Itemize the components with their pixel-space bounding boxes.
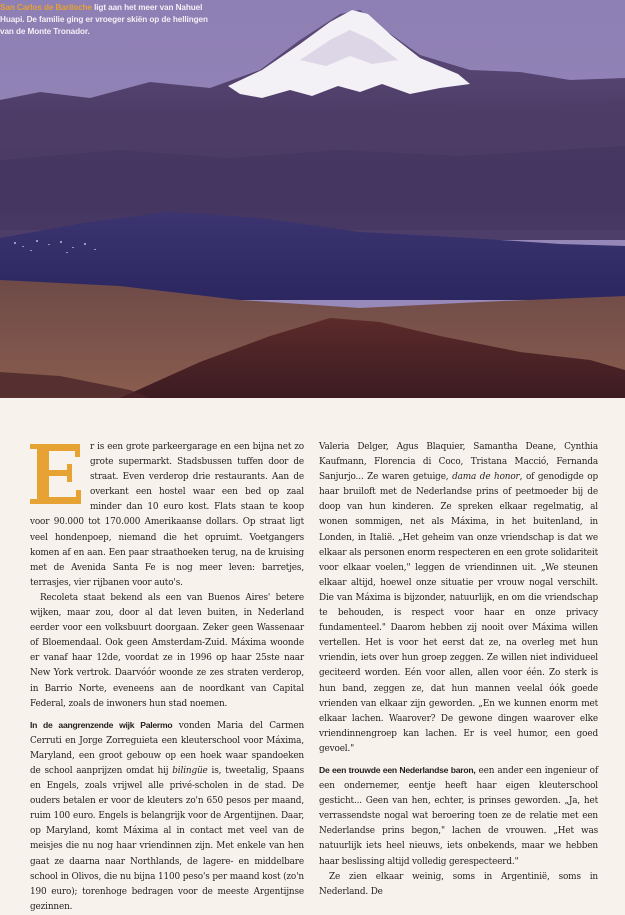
photo-caption bbox=[0, 2, 220, 38]
paragraph: In de aangrenzende wijk Palermo vonden Maria del Carmen Cerruti en Jorge Zorreguieta een kleuterschool voor Máxima, Maryland, een groot gebouw op een hoek waar spandoeken de school aanprijzen omdat hij bilingüe is, tweetalig, Spaans en Engels, zoals vrijwel alle privé-scholen in de stad. De ouders betalen er voor de kleuters zo'n 650 pesos per maand, ruim 100 euro. Engels is belangrijk voor de Argentijnen. Daar, op Maryland, komt Máxima al in contact met veel van de meisjes die nu nog haar vriendinnen zijn. Met enkele van hen gaat ze daarna naar Northlands, de lagere- en middelbare school in Olivos, die nu bijna 1100 peso's per maand kost (zo'n 190 euro); torenhoge bedragen voor de meeste Argentijnse gezinnen. bbox=[30, 719, 305, 912]
paragraph bbox=[30, 440, 304, 591]
hero-photo-monte-tronador bbox=[0, 0, 625, 398]
caption-lead: San Carlos de Bariloche bbox=[0, 3, 92, 12]
paragraph: Ze zien elkaar weinig, soms in Argentinië, soms in Nederland. De bbox=[319, 871, 598, 897]
paragraph: Recoleta staat bekend als een van Buenos Aires' betere wijken, maar zou, door al dat leven buiten, in Nederland eerder voor een volksbuurt doorgaan. Zeker geen Wassenaar of Bloemendaal. Ook geen Amsterdam-Zuid. Máxima woonde er vanaf haar 12de, voordat ze in 1996 op haar 25ste naar New York vertrok. Daarvóór woonde ze zes straten verderop, in Barrio Norte, eveneens aan de noordkant van Capital Federal, zoals de inwoners hun stad noemen. bbox=[30, 592, 304, 709]
article-column-right bbox=[319, 440, 598, 900]
caption-text: ligt aan het meer van Nahuel Huapi. De familie ging er vroeger skiën op de hellingen van de Monte Tronador. bbox=[0, 3, 208, 36]
subheading: In de aangrenzende wijk Palermo bbox=[30, 719, 173, 730]
paragraph: Valeria Delger, Agus Blaquier, Samantha Deane, Cynthia Kaufmann, Florencia di Coco, Tristana Macció, Fernanda Sanjurjo... Ze waren getuige, dama de honor, of genodigde op haar bruiloft met de Nederlandse prins of peetmoeder bij de doop van hun kinderen. Ze spreken elkaar regelmatig, al wonen sommigen, net als Máxima, in het buitenland, in Londen, in Italië. „Het geheim van onze vriendschap is dat we elkaar als personen enorm respecteren en een grote solidariteit voor elkaar voelen," leggen de vriendinnen uit. „We steunen elkaar altijd, hoewel onze situatie per vrouw nogal verschilt. Die van Máxima is bijzonder, natuurlijk, en om die vriendschap te behouden, is respect voor haar en onze privacy fundamenteel." Daarom hebben zij nooit over Máxima willen vertellen. Het is voor het eerst dat ze, na overleg met hun vriendin, iets over hun groep zeggen. Ze willen niet individueel geciteerd worden. Eén voor allen, allen voor één. Zo sterk is hun band, zeggen ze, dat hun mannen veelal óók goede vrienden van elkaar zijn geworden. „En we kunnen enorm met elkaar lachen. Waarover? De gewone dingen waarover elke vriendinnengroep kan lachen. Er is veel humor, een goed gevoel." bbox=[319, 442, 599, 754]
paragraph: De een trouwde een Nederlandse baron, een ander een ingenieur of een ondernemer, eentje heeft haar eigen kleuterschool gesticht... Geen van hen, echter, is prinses geworden. „Ja, het verrassendste nogal wat beroering toen ze de relatie met een Nederlandse prins begon," lachen de vrouwen. „Het was natuurlijk iets heel nieuws, iets onbekends, maar we hebben haar beslissing altijd volledig gerespecteerd." bbox=[319, 764, 598, 867]
opening-text: r is een grote parkeergarage en een bijna net zo grote supermarkt. Stadsbussen tuffen door de straat. Even verderop drie restaurants. Aan de overkant een hostel waar een bed op zaal minder dan 10 euro kost. Flats staan te koop voor 90.000 tot 170.000 Amerikaanse dollars. Op straat ligt veel hondenpoep, niemand die het opruimt. Voetgangers komen af en aan. Een paar straathoeken terug, na de kruising met de Avenida Santa Fe is nog meer leven: barretjes, terrasjes, vier rijbanen voor auto's. bbox=[30, 442, 304, 588]
article-column-left bbox=[30, 440, 304, 915]
dropcap-e bbox=[30, 444, 82, 504]
landscape-illustration bbox=[0, 0, 625, 398]
subheading: De een trouwde een Nederlandse baron, bbox=[319, 764, 476, 775]
